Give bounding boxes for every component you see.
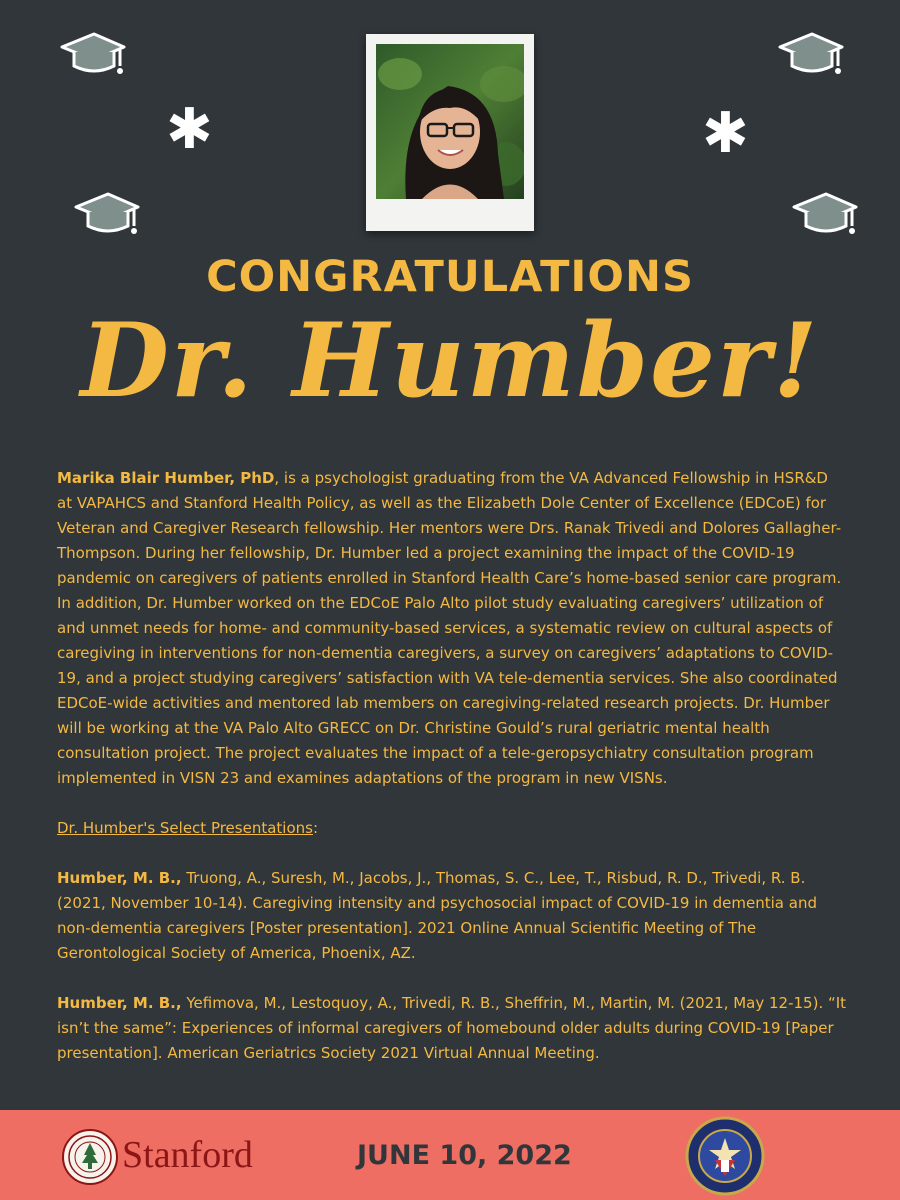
citation-author: Humber, M. B., <box>57 994 182 1012</box>
graduation-cap-icon <box>58 30 128 80</box>
footer-banner <box>0 1110 900 1200</box>
polaroid-photo-frame <box>366 34 534 231</box>
presentations-heading <box>57 816 847 841</box>
citation-author: Humber, M. B., <box>57 869 182 887</box>
presentation-citation <box>57 991 847 1066</box>
body-content <box>57 466 847 1091</box>
honoree-script-title: Dr. Humber! <box>80 301 820 421</box>
asterisk-icon: ✱ <box>166 97 213 162</box>
graduation-cap-icon <box>776 30 846 80</box>
portrait-photo <box>376 44 524 199</box>
asterisk-icon: ✱ <box>702 101 749 166</box>
graduation-cap-icon <box>790 190 860 240</box>
bio-paragraph <box>57 466 847 791</box>
bio-name: Marika Blair Humber, PhD <box>57 469 275 487</box>
stanford-seal-icon <box>62 1129 118 1185</box>
presentation-citation <box>57 866 847 966</box>
citation-text: Yefimova, M., Lestoquoy, A., Trivedi, R. B., Sheffrin, M., Martin, M. (2021, May 12-15). “It isn’t the same”: Experiences of informal caregivers of homebound older adults during COVID-19 [Paper presentation]. American Geriatrics Society 2021 Virtual Annual Meeting. <box>57 994 847 1062</box>
citation-text: Truong, A., Suresh, M., Jacobs, J., Thomas, S. C., Lee, T., Risbud, R. D., Trivedi, R. B. (2021, November 10-14). Caregiving intensity and psychosocial impact of COVID-19 in dementia and non-dementia caregivers [Poster presentation]. 2021 Online Annual Scientific Meeting of The Gerontological Society of America, Phoenix, AZ. <box>57 869 817 962</box>
stanford-wordmark: Stanford <box>122 1134 253 1176</box>
presentations-heading-text: Dr. Humber's Select Presentations <box>57 819 313 837</box>
congratulations-heading: CONGRATULATIONS <box>206 252 694 302</box>
graduation-cap-icon <box>72 190 142 240</box>
presentations-heading-suffix: : <box>312 819 319 837</box>
bio-text: , is a psychologist graduating from the VA Advanced Fellowship in HSR&D at VAPAHCS and Stanford Health Policy, as well as the Elizabeth Dole Center of Excellence (EDCoE) for Veteran and Caregiver Research fellowship. Her mentors were Drs. Ranak Trivedi and Dolores Gallagher-Thompson. During her fellowship, Dr. Humber led a project examining the impact of the COVID-19 pandemic on caregivers of patients enrolled in Stanford Health Care’s home-based senior care program. In addition, Dr. Humber worked on the EDCoE Palo Alto pilot study evaluating caregivers’ utilization of and unmet needs for home- and community-based services, a systematic review on cultural aspects of caregiving in interventions for non-dementia caregivers, a survey on caregivers’ adaptations to COVID-19, and a project studying caregivers’ satisfaction with VA tele-dementia services. She also coordinated EDCoE-wide activities and mentored lab members on caregiving-related research projects. Dr. Humber will be working at the VA Palo Alto GRECC on Dr. Christine Gould’s rural geriatric mental health consultation project. The project evaluates the impact of a tele-geropsychiatry consultation program implemented in VISN 23 and examines adaptations of the program in new VISNs. <box>57 469 842 787</box>
va-seal-icon <box>685 1116 765 1196</box>
event-date: JUNE 10, 2022 <box>357 1140 572 1171</box>
